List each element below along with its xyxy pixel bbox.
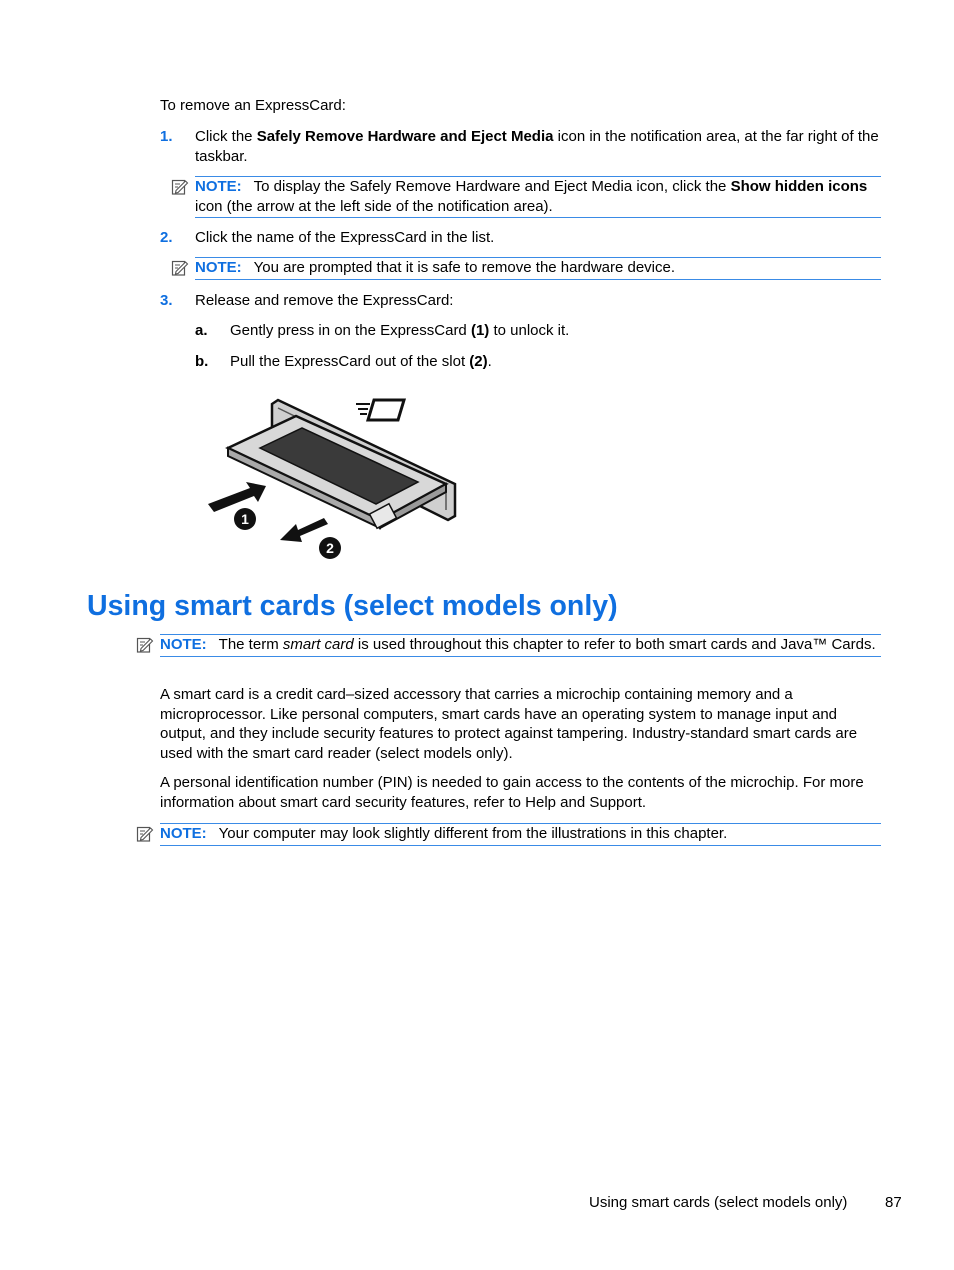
note-text-post: is used throughout this chapter to refer to both smart cards and Java™ Cards. xyxy=(353,636,876,653)
note-label: NOTE: xyxy=(160,825,207,842)
note-label: NOTE: xyxy=(160,636,207,653)
substep-b-bold: (2) xyxy=(469,353,488,370)
note-pencil-icon xyxy=(136,636,154,654)
substep-a-bold: (1) xyxy=(470,322,490,339)
step-2-text: Click the name of the ExpressCard in the list. xyxy=(195,229,495,246)
note-text: You are prompted that it is safe to remove the hardware device. xyxy=(253,259,676,276)
substep-letter: b. xyxy=(195,353,209,370)
note-box xyxy=(195,257,881,280)
card-symbol-icon xyxy=(356,400,404,420)
callout-1-badge xyxy=(234,508,256,530)
substep-a-text xyxy=(230,321,569,341)
note-pencil-icon xyxy=(171,178,189,196)
step-number: 3. xyxy=(160,292,173,309)
note-box xyxy=(195,176,881,218)
intro-text: To remove an ExpressCard: xyxy=(160,97,346,114)
step-3-text: Release and remove the ExpressCard: xyxy=(195,292,454,309)
note-text-italic: smart card xyxy=(282,636,354,653)
callout-1-number: 1 xyxy=(241,511,249,527)
note-text-post: icon (the arrow at the left side of the notification area). xyxy=(195,197,553,215)
press-arrow-icon xyxy=(208,482,266,512)
substep-a-post: to unlock it. xyxy=(489,322,570,339)
footer-title: Using smart cards (select models only) xyxy=(589,1194,848,1211)
note-label: NOTE: xyxy=(195,178,242,195)
pull-arrow-icon xyxy=(280,518,328,542)
substep-a-pre: Gently press in on the ExpressCard xyxy=(230,322,471,339)
note-box xyxy=(160,823,881,846)
step-1-text xyxy=(195,127,887,166)
page-number: 87 xyxy=(885,1194,902,1211)
note-label: NOTE: xyxy=(195,259,242,276)
callout-2-badge xyxy=(319,537,341,559)
substep-b-pre: Pull the ExpressCard out of the slot xyxy=(230,353,470,370)
step-number: 1. xyxy=(160,128,173,145)
substep-b-text xyxy=(230,352,492,372)
step-1-post: icon in the notification area, at the far right of the taskbar. xyxy=(195,128,879,165)
note-pencil-icon xyxy=(136,825,154,843)
note-text: Your computer may look slightly different from the illustrations in this chapter. xyxy=(218,825,728,842)
note-text-pre: To display the Safely Remove Hardware and Eject Media icon, click the xyxy=(253,178,731,195)
note-pencil-icon xyxy=(171,259,189,277)
step-1-pre: Click the xyxy=(195,128,257,145)
expresscard-illustration xyxy=(200,392,460,564)
body-paragraph: A personal identification number (PIN) is needed to gain access to the contents of the microchip. For more information about smart card security features, refer to Help and Support. xyxy=(160,774,864,811)
section-heading: Using smart cards (select models only) xyxy=(87,590,618,622)
step-1-bold: Safely Remove Hardware and Eject Media xyxy=(256,128,554,145)
step-number: 2. xyxy=(160,229,173,246)
note-text-bold: Show hidden icons xyxy=(730,178,868,195)
callout-2-number: 2 xyxy=(326,540,334,556)
substep-letter: a. xyxy=(195,322,208,339)
substep-b-post: . xyxy=(487,353,492,370)
body-paragraph: A smart card is a credit card–sized accessory that carries a microchip containing memory and a microprocessor. Like personal computers, smart cards have an operating system to manage input and output, and they include security features to protect against tampering. Industry-standard smart cards are used with the smart card reader (select models only). xyxy=(160,686,858,762)
note-box xyxy=(160,634,881,657)
note-text-pre: The term xyxy=(218,636,283,653)
